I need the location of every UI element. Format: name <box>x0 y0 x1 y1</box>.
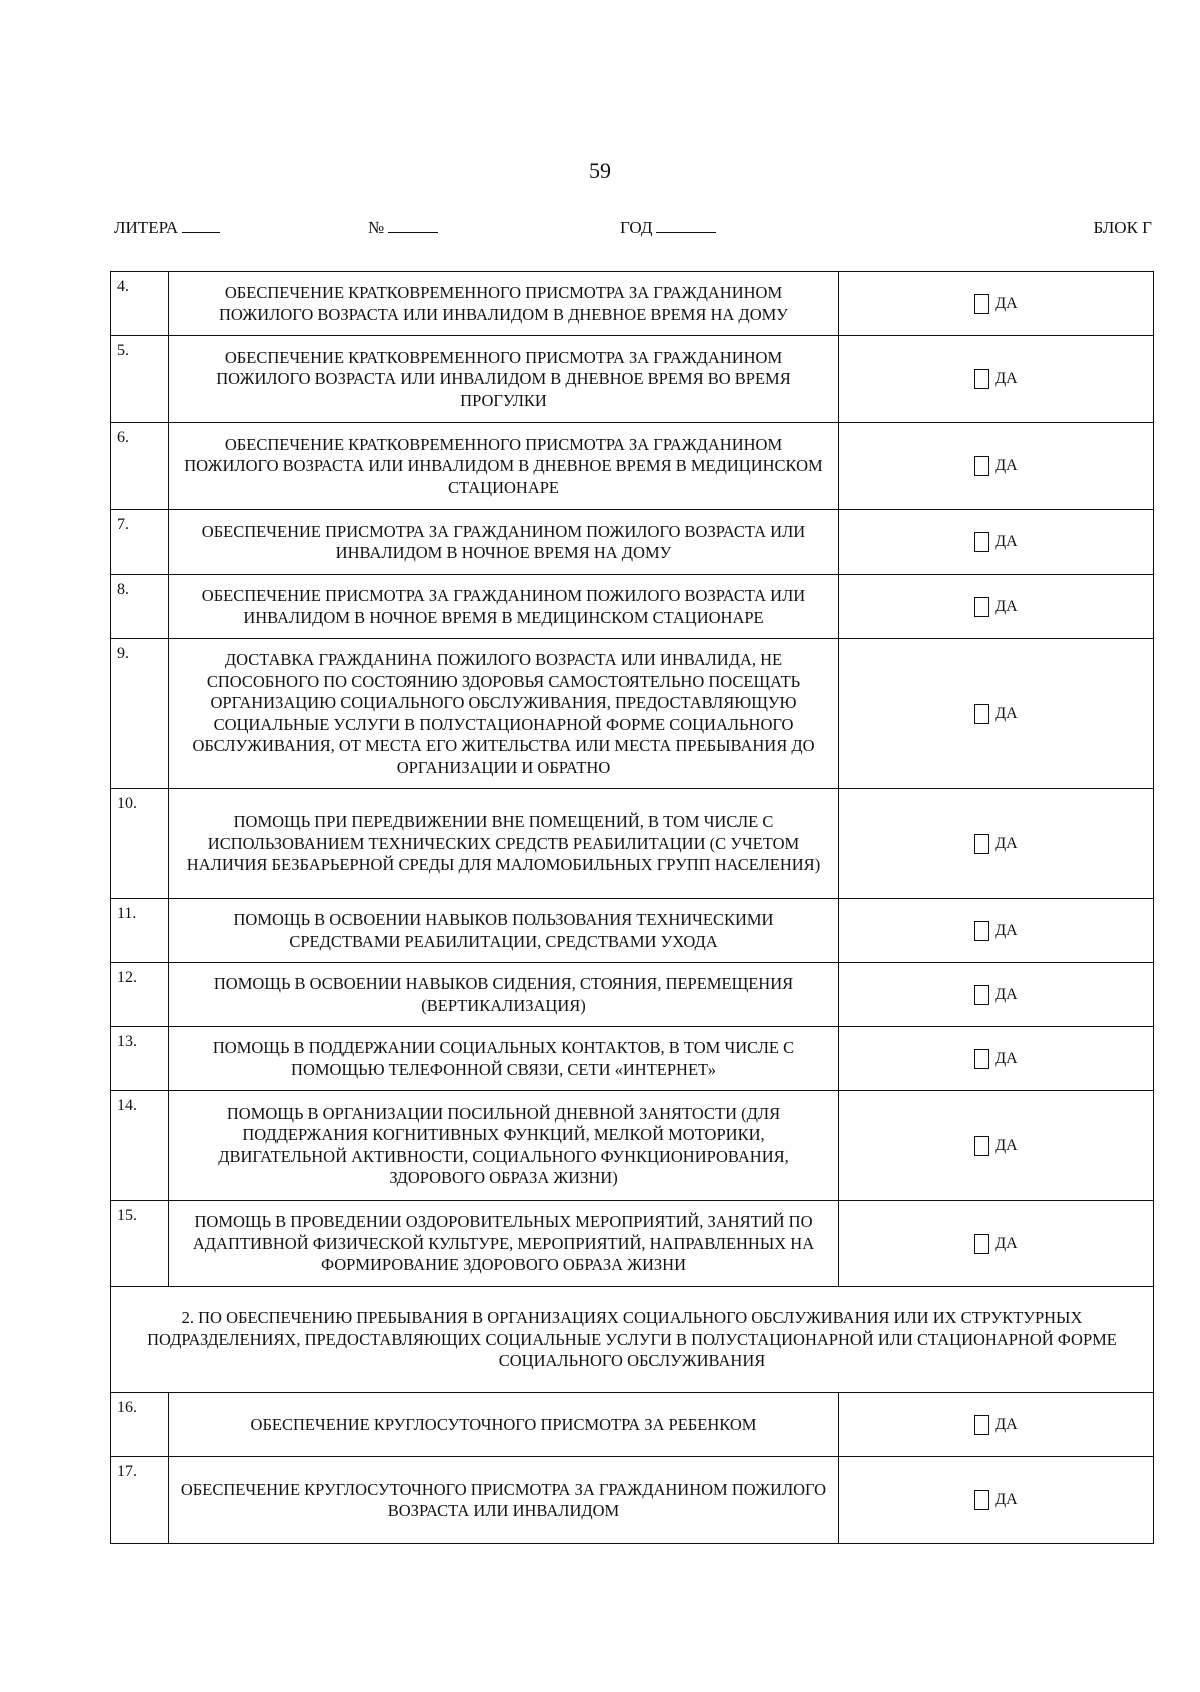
table-row <box>111 423 1154 510</box>
row-number: 11. <box>111 899 169 963</box>
table-row <box>111 1393 1154 1457</box>
year-label: ГОД <box>620 218 653 237</box>
yes-label: ДА <box>995 985 1018 1003</box>
row-number: 7. <box>111 510 169 575</box>
row-number: 4. <box>111 272 169 336</box>
yes-label: ДА <box>995 597 1018 615</box>
page-number: 59 <box>589 158 611 183</box>
row-number: 15. <box>111 1201 169 1287</box>
rows-group-b <box>111 1393 1154 1544</box>
yes-checkbox[interactable] <box>974 532 989 552</box>
row-number: 8. <box>111 575 169 639</box>
table-row <box>111 336 1154 423</box>
row-number: 13. <box>111 1027 169 1091</box>
row-number: 6. <box>111 423 169 510</box>
section-heading: 2. ПО ОБЕСПЕЧЕНИЮ ПРЕБЫВАНИЯ В ОРГАНИЗАЦИЯХ СОЦИАЛЬНОГО ОБСЛУЖИВАНИЯ ИЛИ ИХ СТРУКТУРНЫХ ПОДРАЗДЕЛЕНИЯХ, ПРЕДОСТАВЛЯЮЩИХ СОЦИАЛЬНЫЕ УСЛУГИ В ПОЛУСТАЦИОНАРНОЙ ИЛИ СТАЦИОНАРНОЙ ФОРМЕ СОЦИАЛЬНОГО ОБСЛУЖИВАНИЯ <box>111 1287 1154 1393</box>
yes-label: ДА <box>995 1049 1018 1067</box>
yes-checkbox[interactable] <box>974 1490 989 1510</box>
yes-checkbox[interactable] <box>974 1136 989 1156</box>
service-description: ПОМОЩЬ В ОРГАНИЗАЦИИ ПОСИЛЬНОЙ ДНЕВНОЙ ЗАНЯТОСТИ (ДЛЯ ПОДДЕРЖАНИЯ КОГНИТИВНЫХ ФУНКЦИЙ, МЕЛКОЙ МОТОРИКИ, ДВИГАТЕЛЬНОЙ АКТИВНОСТИ, СОЦИАЛЬНОГО ФУНКЦИОНИРОВАНИЯ, ЗДОРОВОГО ОБРАЗА ЖИЗНИ) <box>169 1091 839 1201</box>
year-blank[interactable] <box>656 218 716 233</box>
service-description: ОБЕСПЕЧЕНИЕ ПРИСМОТРА ЗА ГРАЖДАНИНОМ ПОЖИЛОГО ВОЗРАСТА ИЛИ ИНВАЛИДОМ В НОЧНОЕ ВРЕМЯ НА ДОМУ <box>169 510 839 575</box>
section-heading-row <box>111 1287 1154 1393</box>
answer-cell <box>839 336 1154 423</box>
yes-label: ДА <box>995 294 1018 312</box>
yes-checkbox[interactable] <box>974 834 989 854</box>
row-number: 17. <box>111 1457 169 1544</box>
yes-checkbox[interactable] <box>974 456 989 476</box>
answer-cell <box>839 423 1154 510</box>
yes-label: ДА <box>995 1491 1018 1508</box>
table-row <box>111 1027 1154 1091</box>
table-row <box>111 510 1154 575</box>
service-description: ПОМОЩЬ В ОСВОЕНИИ НАВЫКОВ СИДЕНИЯ, СТОЯНИЯ, ПЕРЕМЕЩЕНИЯ (ВЕРТИКАЛИЗАЦИЯ) <box>169 963 839 1027</box>
service-description: ОБЕСПЕЧЕНИЕ ПРИСМОТРА ЗА ГРАЖДАНИНОМ ПОЖИЛОГО ВОЗРАСТА ИЛИ ИНВАЛИДОМ В НОЧНОЕ ВРЕМЯ В МЕДИЦИНСКОМ СТАЦИОНАРЕ <box>169 575 839 639</box>
yes-checkbox[interactable] <box>974 704 989 724</box>
row-number: 9. <box>111 639 169 789</box>
yes-label: ДА <box>995 1234 1018 1252</box>
yes-checkbox[interactable] <box>974 597 989 617</box>
row-number: 12. <box>111 963 169 1027</box>
service-description: ОБЕСПЕЧЕНИЕ КРУГЛОСУТОЧНОГО ПРИСМОТРА ЗА ГРАЖДАНИНОМ ПОЖИЛОГО ВОЗРАСТА ИЛИ ИНВАЛИДОМ <box>169 1457 839 1544</box>
service-description: ПОМОЩЬ В ОСВОЕНИИ НАВЫКОВ ПОЛЬЗОВАНИЯ ТЕХНИЧЕСКИМИ СРЕДСТВАМИ РЕАБИЛИТАЦИИ, СРЕДСТВАМИ УХОДА <box>169 899 839 963</box>
table-row <box>111 789 1154 899</box>
table-row <box>111 1091 1154 1201</box>
number-blank[interactable] <box>388 218 438 233</box>
service-description: ОБЕСПЕЧЕНИЕ КРУГЛОСУТОЧНОГО ПРИСМОТРА ЗА РЕБЕНКОМ <box>169 1393 839 1457</box>
table-row <box>111 639 1154 789</box>
yes-checkbox[interactable] <box>974 921 989 941</box>
yes-label: ДА <box>995 1136 1018 1154</box>
table-row <box>111 272 1154 336</box>
litera-blank[interactable] <box>182 218 220 233</box>
number-label: № <box>368 218 385 237</box>
yes-label: ДА <box>995 704 1018 722</box>
rows-group-a <box>111 272 1154 1287</box>
yes-label: ДА <box>995 834 1018 852</box>
service-description: ПОМОЩЬ В ПОДДЕРЖАНИИ СОЦИАЛЬНЫХ КОНТАКТОВ, В ТОМ ЧИСЛЕ С ПОМОЩЬЮ ТЕЛЕФОННОЙ СВЯЗИ, СЕТИ «ИНТЕРНЕТ» <box>169 1027 839 1091</box>
answer-cell <box>839 963 1154 1027</box>
table-row <box>111 899 1154 963</box>
service-description: ДОСТАВКА ГРАЖДАНИНА ПОЖИЛОГО ВОЗРАСТА ИЛИ ИНВАЛИДА, НЕ СПОСОБНОГО ПО СОСТОЯНИЮ ЗДОРОВЬЯ САМОСТОЯТЕЛЬНО ПОСЕЩАТЬ ОРГАНИЗАЦИЮ СОЦИАЛЬНОГО ОБСЛУЖИВАНИЯ, ПРЕДОСТАВЛЯЮЩУЮ СОЦИАЛЬНЫЕ УСЛУГИ В ПОЛУСТАЦИОНАРНОЙ ФОРМЕ СОЦИАЛЬНОГО ОБСЛУЖИВАНИЯ, ОТ МЕСТА ЕГО ЖИТЕЛЬСТВА ИЛИ МЕСТА ПРЕБЫВАНИЯ ДО ОРГАНИЗАЦИИ И ОБРАТНО <box>169 639 839 789</box>
yes-checkbox[interactable] <box>974 1234 989 1254</box>
row-number: 5. <box>111 336 169 423</box>
yes-checkbox[interactable] <box>974 369 989 389</box>
table-row <box>111 963 1154 1027</box>
row-number: 16. <box>111 1393 169 1457</box>
row-number: 10. <box>111 789 169 899</box>
yes-label: ДА <box>995 921 1018 939</box>
answer-cell <box>839 1027 1154 1091</box>
service-description: ОБЕСПЕЧЕНИЕ КРАТКОВРЕМЕННОГО ПРИСМОТРА ЗА ГРАЖДАНИНОМ ПОЖИЛОГО ВОЗРАСТА ИЛИ ИНВАЛИДОМ В ДНЕВНОЕ ВРЕМЯ В МЕДИЦИНСКОМ СТАЦИОНАРЕ <box>169 423 839 510</box>
answer-cell <box>839 789 1154 899</box>
answer-cell <box>839 272 1154 336</box>
answer-cell <box>839 1457 1154 1544</box>
form-header <box>110 218 1152 244</box>
answer-cell <box>839 899 1154 963</box>
yes-label: ДА <box>995 533 1018 550</box>
yes-label: ДА <box>995 457 1018 474</box>
yes-checkbox[interactable] <box>974 1415 989 1435</box>
service-description: ПОМОЩЬ В ПРОВЕДЕНИИ ОЗДОРОВИТЕЛЬНЫХ МЕРОПРИЯТИЙ, ЗАНЯТИЙ ПО АДАПТИВНОЙ ФИЗИЧЕСКОЙ КУЛЬТУРЕ, МЕРОПРИЯТИЙ, НАПРАВЛЕННЫХ НА ФОРМИРОВАНИЕ ЗДОРОВОГО ОБРАЗА ЖИЗНИ <box>169 1201 839 1287</box>
yes-label: ДА <box>995 370 1018 387</box>
answer-cell <box>839 575 1154 639</box>
table-row <box>111 1457 1154 1544</box>
answer-cell <box>839 1201 1154 1287</box>
litera-field <box>114 218 220 238</box>
answer-cell <box>839 1091 1154 1201</box>
service-description: ОБЕСПЕЧЕНИЕ КРАТКОВРЕМЕННОГО ПРИСМОТРА ЗА ГРАЖДАНИНОМ ПОЖИЛОГО ВОЗРАСТА ИЛИ ИНВАЛИДОМ В ДНЕВНОЕ ВРЕМЯ ВО ВРЕМЯ ПРОГУЛКИ <box>169 336 839 423</box>
row-number: 14. <box>111 1091 169 1201</box>
section-2 <box>111 1287 1154 1393</box>
yes-label: ДА <box>995 1415 1018 1433</box>
yes-checkbox[interactable] <box>974 294 989 314</box>
litera-label: ЛИТЕРА <box>114 218 179 237</box>
yes-checkbox[interactable] <box>974 1049 989 1069</box>
block-label: БЛОК Г <box>1093 218 1152 237</box>
answer-cell <box>839 510 1154 575</box>
yes-checkbox[interactable] <box>974 985 989 1005</box>
table-row <box>111 1201 1154 1287</box>
answer-cell <box>839 639 1154 789</box>
table-row <box>111 575 1154 639</box>
year-field <box>620 218 716 238</box>
service-description: ПОМОЩЬ ПРИ ПЕРЕДВИЖЕНИИ ВНЕ ПОМЕЩЕНИЙ, В ТОМ ЧИСЛЕ С ИСПОЛЬЗОВАНИЕМ ТЕХНИЧЕСКИХ СРЕДСТВ РЕАБИЛИТАЦИИ (С УЧЕТОМ НАЛИЧИЯ БЕЗБАРЬЕРНОЙ СРЕДЫ ДЛЯ МАЛОМОБИЛЬНЫХ ГРУПП НАСЕЛЕНИЯ) <box>169 789 839 899</box>
number-field <box>368 218 438 238</box>
service-description: ОБЕСПЕЧЕНИЕ КРАТКОВРЕМЕННОГО ПРИСМОТРА ЗА ГРАЖДАНИНОМ ПОЖИЛОГО ВОЗРАСТА ИЛИ ИНВАЛИДОМ В ДНЕВНОЕ ВРЕМЯ НА ДОМУ <box>169 272 839 336</box>
services-table <box>110 271 1154 1544</box>
answer-cell <box>839 1393 1154 1457</box>
